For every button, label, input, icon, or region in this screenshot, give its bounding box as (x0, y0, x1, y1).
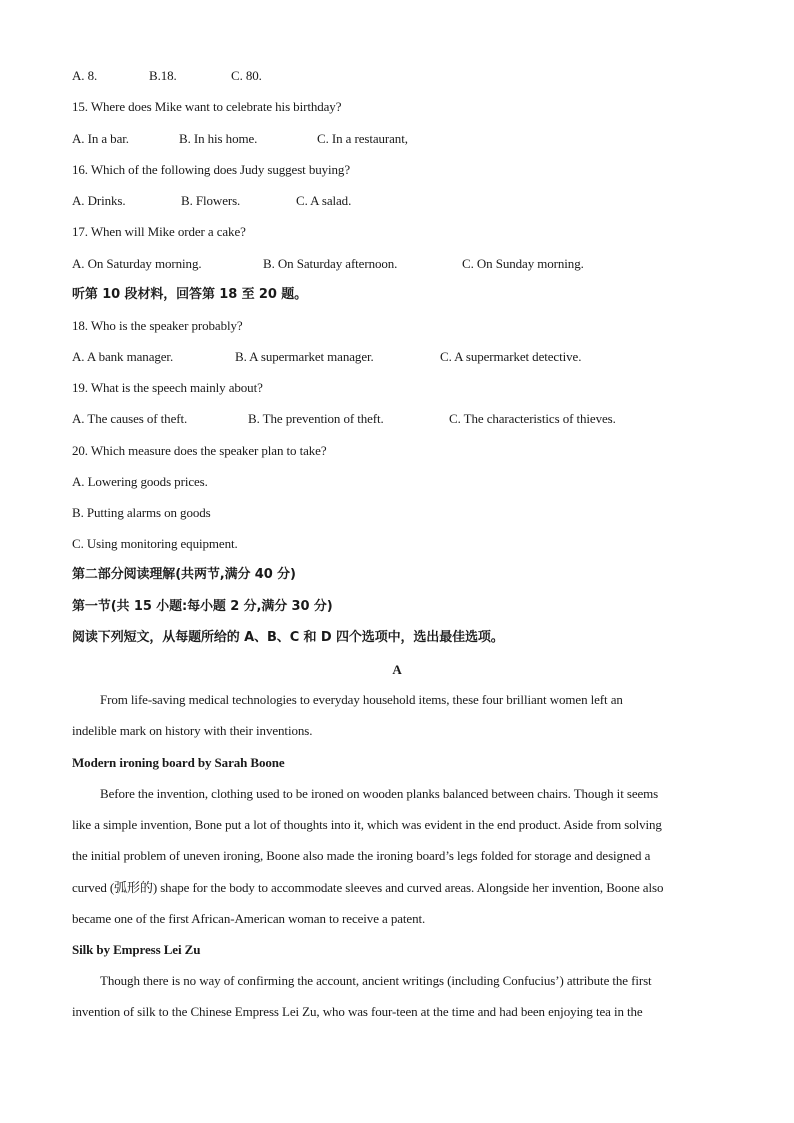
reading-instruction: 阅读下列短文，从每题所给的 A、B、C 和 D 四个选项中，选出最佳选项。 (72, 630, 504, 645)
q16-option-c: C. A salad. (296, 193, 352, 208)
q19-option-c: C. The characteristics of thieves. (449, 411, 616, 426)
q20-option-b: B. Putting alarms on goods (72, 505, 211, 520)
q19-option-b: B. The prevention of theft. (248, 411, 384, 426)
q17-options (72, 256, 722, 272)
para2-line-1: Though there is no way of confirming the account, ancient writings (including Confucius’) attribute the first (100, 973, 652, 988)
q19-options (72, 411, 722, 427)
q18-option-b: B. A supermarket manager. (235, 349, 374, 364)
q19-question: 19. What is the speech mainly about? (72, 380, 263, 395)
q17-option-b: B. On Saturday afternoon. (263, 256, 398, 271)
q16-question: 16. Which of the following does Judy suggest buying? (72, 162, 351, 177)
section-10-heading: 听第 10 段材料，回答第 18 至 20 题。 (72, 287, 308, 302)
q17-option-c: C. On Sunday morning. (462, 256, 584, 271)
q14-option-a: A. 8. (72, 68, 98, 83)
q14-options (72, 68, 722, 84)
q16-option-a: A. Drinks. (72, 193, 126, 208)
intro-line-2: indelible mark on history with their inventions. (72, 723, 313, 738)
q15-option-a: A. In a bar. (72, 131, 129, 146)
q19-option-a: A. The causes of theft. (72, 411, 188, 426)
q18-option-c: C. A supermarket detective. (440, 349, 582, 364)
q15-option-b: B. In his home. (179, 131, 258, 146)
q14-option-b: B.18. (149, 68, 177, 83)
para2-line-2: invention of silk to the Chinese Empress Lei Zu, who was four-teen at the time and had been enjoying tea in the (72, 1004, 643, 1019)
q17-question: 17. When will Mike order a cake? (72, 224, 246, 239)
q20-question: 20. Which measure does the speaker plan to take? (72, 443, 327, 458)
section1-title: 第一节(共 15 小题:每小题 2 分,满分 30 分) (72, 599, 333, 614)
heading-silk: Silk by Empress Lei Zu (72, 942, 201, 957)
q18-options (72, 349, 722, 365)
q16-option-b: B. Flowers. (181, 193, 241, 208)
q16-options (72, 193, 722, 209)
passage-letter: A (392, 662, 402, 677)
intro-line-1: From life-saving medical technologies to everyday household items, these four brilliant women left an (100, 692, 623, 707)
q18-option-a: A. A bank manager. (72, 349, 174, 364)
q18-question: 18. Who is the speaker probably? (72, 318, 243, 333)
para1-line-4: curved (弧形的) shape for the body to accommodate sleeves and curved areas. Alongside her invention, Boone also (72, 880, 664, 895)
para1-line-5: became one of the first African-American woman to receive a patent. (72, 911, 426, 926)
q20-option-c: C. Using monitoring equipment. (72, 536, 238, 551)
q15-option-c: C. In a restaurant, (317, 131, 408, 146)
part2-title: 第二部分阅读理解(共两节,满分 40 分) (72, 567, 296, 582)
para1-line-3: the initial problem of uneven ironing, Boone also made the ironing board’s legs folded for storage and designed a (72, 848, 651, 863)
q17-option-a: A. On Saturday morning. (72, 256, 202, 271)
para1-line-1: Before the invention, clothing used to be ironed on wooden planks balanced between chairs. Though it seems (100, 786, 659, 801)
q15-options (72, 131, 722, 147)
q14-option-c: C. 80. (231, 68, 262, 83)
para1-line-2: like a simple invention, Bone put a lot of thoughts into it, which was evident in the end product. Aside from solving (72, 817, 662, 832)
heading-ironing-board: Modern ironing board by Sarah Boone (72, 755, 285, 770)
q20-option-a: A. Lowering goods prices. (72, 474, 208, 489)
q15-question: 15. Where does Mike want to celebrate his birthday? (72, 99, 342, 114)
